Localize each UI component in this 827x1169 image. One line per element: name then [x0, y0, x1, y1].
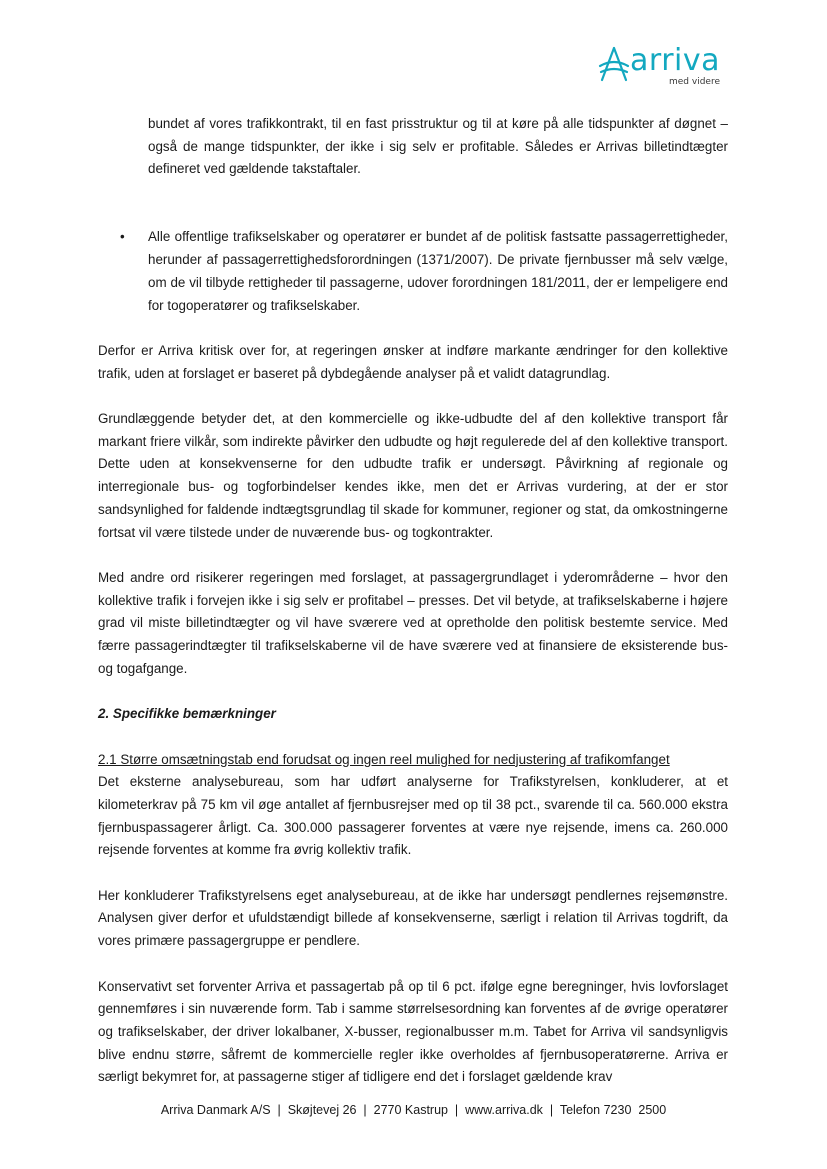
arriva-logo-mark-icon: [598, 46, 630, 82]
paragraph-5: Det eksterne analysebureau, som har udført analyserne for Trafikstyrelsen, konkluderer, at et kilometerkrav på 75 km vil øge antallet af fjernbusrejser med op til 38 pct., svarende til ca. 560.000 ekstra fjernbuspassagerer årligt. Ca. 300.000 passagerer forventes at være nye rejsende, imens ca. 260.000 rejsende forventes at komme fra øvrig kollektiv trafik.: [98, 774, 728, 858]
paragraph-3: Grundlæggende betyder det, at den kommercielle og ikke-udbudte del af den kollektive transport får markant friere vilkår, som indirekte påvirker den udbudte og højt regulerede del af den kollektive transport. Dette uden at konsekvenserne for den udbudte trafik er undersøgt. Påvirkning af regionale og interregionale bus- og togforbindelser kendes ikke, men det er Arrivas vurdering, at der er stor sandsynlighed for faldende indtægtsgrundlag til skade for kommuner, regioner og stat, da omkostningerne fortsat vil være tilstede under de nuværende bus- og togkontrakter.: [98, 411, 728, 540]
logo-tagline: med videre: [669, 77, 720, 87]
paragraph-4: Med andre ord risikerer regeringen med forslaget, at passagergrundlaget i yderområderne – hvor den kollektive trafik i forvejen ikke i sig selv er profitabel – presses. Det vil betyde, at trafikselskaberne i højere grad vil miste billetindtægter og vil have sværere ved at opretholde den politisk bestemte service. Med færre passagerindtægter til trafikselskaberne vil de have sværere ved at finansiere de eksisterende bus- og togafgange.: [98, 569, 728, 676]
page-footer: Arriva Danmark A/S | Skøjtevej 26 | 2770 Kastrup | www.arriva.dk | Telefon 7230 2500: [160, 1103, 667, 1117]
subsection-heading: 2.1 Større omsætningstab end forudsat og ingen reel mulighed for nedjustering af trafikomfanget: [98, 751, 670, 767]
bullet-item: [98, 226, 728, 317]
section-heading: 2. Specifikke bemærkninger: [98, 706, 276, 722]
paragraph-6: Her konkluderer Trafikstyrelsens eget analysebureau, at de ikke har undersøgt pendlernes rejsemønstre. Analysen giver derfor et ufuldstændigt billede af konsekvenserne, særligt i relation til Arrivas togdrift, da vores primære passagergruppe er pendlere.: [98, 887, 728, 949]
bullet-dot-icon: •: [120, 229, 125, 245]
letter-body: [98, 113, 728, 1089]
paragraph-7: Konservativt set forventer Arriva et passagertab på op til 6 pct. ifølge egne beregninger, hvis lovforslaget gennemføres i sin nuværende form. Tab i samme størrelsesordning kan forventes af de øvrige operatører og trafikselskaber, der driver lokalbaner, X-busser, regionalbusser m.m. Tabet for Arriva vil sandsynligvis blive endnu større, såfremt de kommercielle regler ikke overholdes af fjernbusoperatørerne. Arriva er særligt bekymret for, at passagerne stiger af tidligere end det i forslaget gældende krav: [98, 978, 728, 1085]
paragraph-2: Derfor er Arriva kritisk over for, at regeringen ønsker at indføre markante ændringer for den kollektive trafik, uden at forslaget er baseret på dybdegående analyser på et validt datagrundlag.: [98, 342, 728, 381]
bullet-text: Alle offentlige trafikselskaber og operatører er bundet af de politisk fastsatte passagerrettigheder, herunder af passagerrettighedsforordningen (1371/2007). De private fjernbusser må selv vælge, om de vil tilbyde rettigheder til passagerne, udover forordningen 181/2011, der er lempeligere end for togoperatører og trafikselskaber.: [148, 229, 728, 313]
paragraph-1: bundet af vores trafikkontrakt, til en fast prisstruktur og til at køre på alle tidspunkter af døgnet – også de mange tidspunkter, der ikke i sig selv er profitable. Således er Arrivas billetindtægter defineret ved gældende takstaftaler.: [148, 116, 728, 177]
logo-wordmark: arriva: [630, 43, 720, 78]
arriva-logo: [598, 44, 728, 92]
